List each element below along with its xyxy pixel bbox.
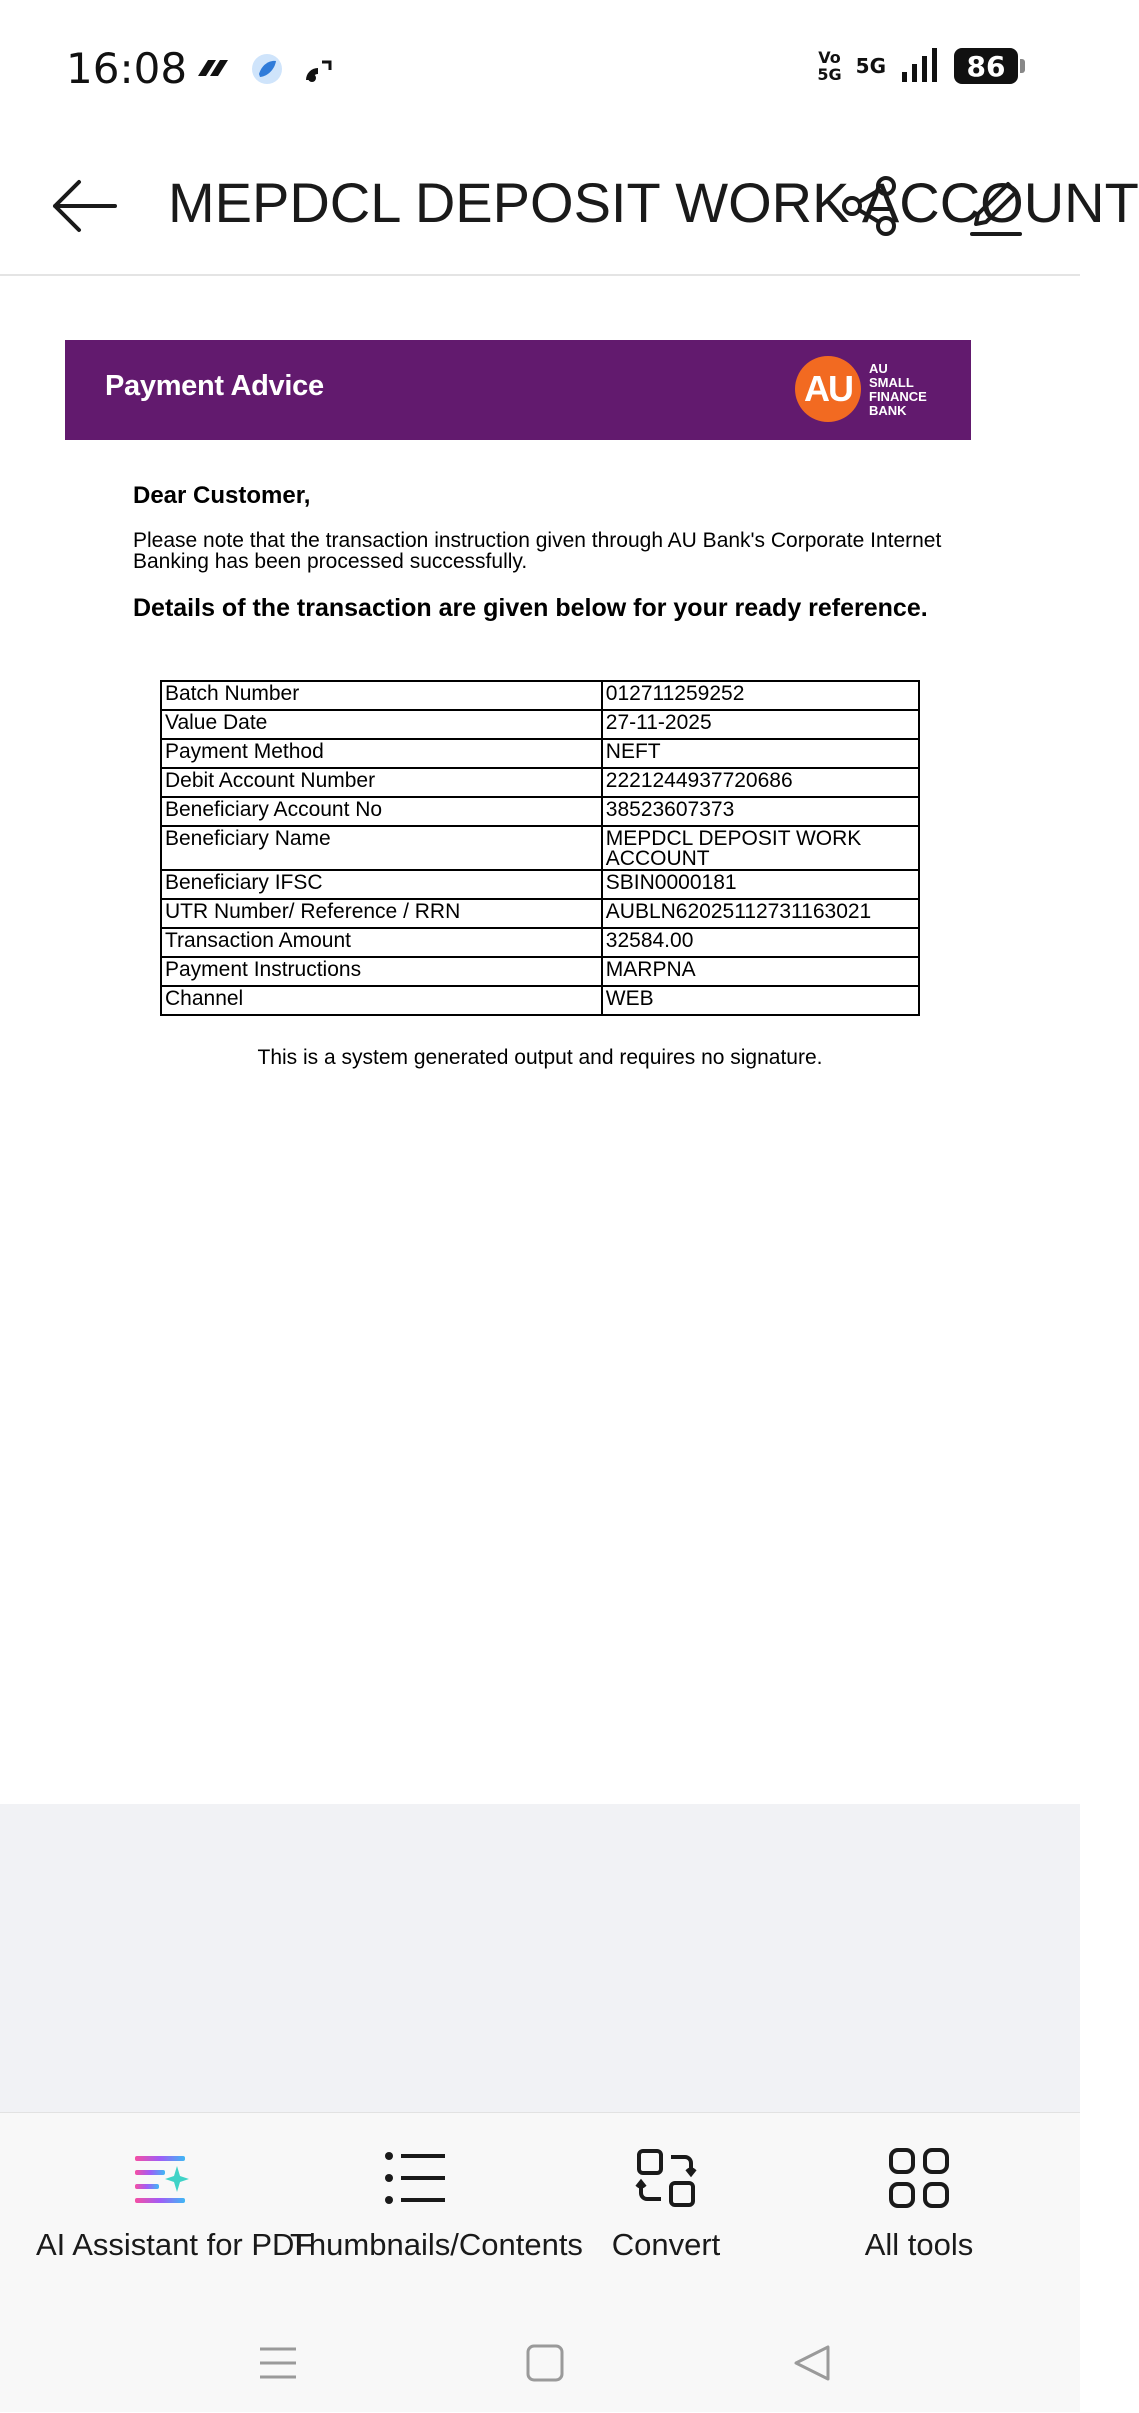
row-value: MEPDCL DEPOSIT WORK ACCOUNT	[602, 826, 919, 870]
page-background	[0, 1804, 1080, 2112]
notification-icons	[192, 52, 336, 86]
row-value: 27-11-2025	[602, 710, 919, 739]
list-icon	[380, 2143, 450, 2213]
table-row	[161, 899, 919, 928]
grid-icon	[884, 2143, 954, 2213]
row-key: Channel	[161, 986, 602, 1015]
share-button[interactable]	[830, 166, 910, 246]
table-row	[161, 986, 919, 1015]
row-key: Payment Instructions	[161, 957, 602, 986]
bottom-toolbar	[0, 2112, 1080, 2412]
row-key: Batch Number	[161, 681, 602, 710]
tool-label: Thumbnails/Contents	[290, 2227, 583, 2262]
status-right	[817, 48, 1018, 84]
row-key: Beneficiary IFSC	[161, 870, 602, 899]
banner-title: Payment Advice	[105, 370, 324, 402]
signal-icon	[900, 48, 940, 84]
home-button[interactable]	[515, 2333, 575, 2393]
row-value: NEFT	[602, 739, 919, 768]
app-bar	[0, 140, 1139, 276]
table-row	[161, 739, 919, 768]
battery-indicator: 86	[954, 48, 1018, 84]
bank-name: AU SMALL FINANCE BANK	[869, 361, 927, 418]
convert-icon	[631, 2143, 701, 2213]
system-nav-bar	[0, 2313, 1080, 2413]
row-key: Debit Account Number	[161, 768, 602, 797]
tool-label: AI Assistant for PDF	[36, 2227, 314, 2262]
table-row	[161, 870, 919, 899]
back-nav-button[interactable]	[782, 2333, 842, 2393]
row-value: 38523607373	[602, 797, 919, 826]
greeting: Dear Customer,	[133, 482, 311, 509]
document-title: MEPDCL DEPOSIT WORK ACCOUNT	[168, 171, 1139, 234]
recents-button[interactable]	[248, 2333, 308, 2393]
table-row	[161, 797, 919, 826]
row-key: Beneficiary Account No	[161, 797, 602, 826]
au-bank-logo: AU	[795, 356, 861, 422]
table-row	[161, 957, 919, 986]
app-notification-icon	[192, 54, 232, 84]
edit-button[interactable]	[956, 166, 1036, 246]
all-tools-button[interactable]	[794, 2143, 1044, 2263]
pencil-icon	[964, 174, 1028, 238]
convert-button[interactable]	[541, 2143, 791, 2263]
ai-assistant-icon	[126, 2143, 196, 2213]
volte-indicator: Vo 5G	[817, 48, 842, 84]
wifi-icon	[302, 54, 336, 84]
square-icon	[525, 2343, 565, 2383]
network-type: 5G	[855, 54, 886, 78]
row-key: Beneficiary Name	[161, 826, 602, 870]
menu-icon	[258, 2343, 298, 2383]
app-notification-icon	[250, 52, 284, 86]
status-bar	[0, 0, 1080, 140]
document-page[interactable]	[0, 278, 1080, 1804]
tool-label: All tools	[864, 2227, 974, 2262]
row-value: AUBLN62025112731163021	[602, 899, 919, 928]
footnote: This is a system generated output and requires no signature.	[257, 1046, 823, 1069]
row-value: 32584.00	[602, 928, 919, 957]
triangle-back-icon	[792, 2343, 832, 2383]
arrow-left-icon	[49, 178, 119, 234]
payment-advice-banner	[65, 340, 971, 440]
details-heading: Details of the transaction are given below for your ready reference.	[133, 594, 928, 622]
row-key: Value Date	[161, 710, 602, 739]
row-key: UTR Number/ Reference / RRN	[161, 899, 602, 928]
row-value: 012711259252	[602, 681, 919, 710]
intro-text: Please note that the transaction instruction given through AU Bank's Corporate Internet Banking has been processed successfully.	[133, 529, 942, 573]
ai-assistant-button[interactable]	[36, 2143, 314, 2263]
table-row	[161, 826, 919, 870]
table-row	[161, 768, 919, 797]
table-row	[161, 681, 919, 710]
thumbnails-button[interactable]	[290, 2143, 583, 2263]
row-value: SBIN0000181	[602, 870, 919, 899]
status-time: 16:08	[66, 44, 188, 93]
row-key: Payment Method	[161, 739, 602, 768]
row-value: WEB	[602, 986, 919, 1015]
table-row	[161, 710, 919, 739]
table-row	[161, 928, 919, 957]
transaction-table	[160, 680, 920, 1016]
row-value: 2221244937720686	[602, 768, 919, 797]
tool-label: Convert	[611, 2227, 721, 2262]
row-value: MARPNA	[602, 957, 919, 986]
share-icon	[838, 174, 902, 238]
back-button[interactable]	[44, 166, 124, 246]
row-key: Transaction Amount	[161, 928, 602, 957]
